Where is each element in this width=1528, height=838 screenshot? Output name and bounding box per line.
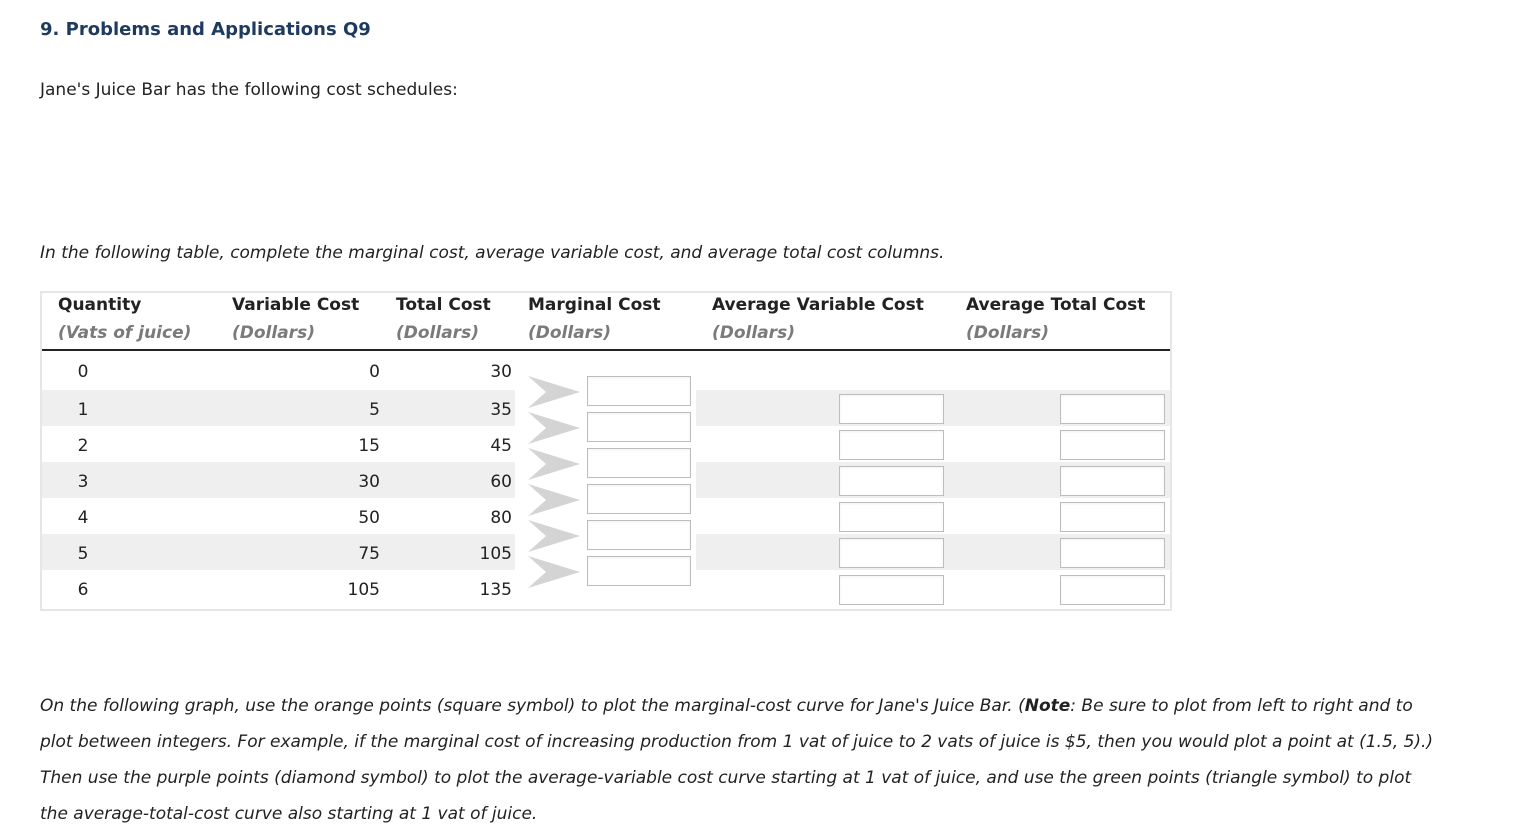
variable-cost-cell: 75 bbox=[358, 544, 380, 564]
total-cost-cell: 135 bbox=[479, 580, 512, 600]
average-variable-cost-input[interactable] bbox=[839, 575, 944, 605]
unit-variable-cost: (Dollars) bbox=[232, 323, 315, 343]
marginal-cost-input[interactable] bbox=[587, 556, 691, 586]
table-instruction: In the following table, complete the marginal cost, average variable cost, and average total cost columns. bbox=[40, 243, 945, 263]
variable-cost-cell: 15 bbox=[358, 436, 380, 456]
marginal-cost-input[interactable] bbox=[587, 448, 691, 478]
header-average-variable-cost: Average Variable Cost bbox=[712, 295, 924, 315]
header-average-total-cost: Average Total Cost bbox=[966, 295, 1146, 315]
total-cost-cell: 45 bbox=[490, 436, 512, 456]
variable-cost-cell: 0 bbox=[369, 362, 380, 382]
variable-cost-cell: 50 bbox=[358, 508, 380, 528]
header-variable-cost: Variable Cost bbox=[232, 295, 360, 315]
question-title: 9. Problems and Applications Q9 bbox=[40, 19, 371, 40]
variable-cost-cell: 30 bbox=[358, 472, 380, 492]
average-variable-cost-input[interactable] bbox=[839, 502, 944, 532]
quantity-cell: 5 bbox=[77, 544, 89, 564]
arrow-right-icon bbox=[526, 554, 582, 590]
graph-instructions-part2: : Be sure to plot from left to right and to plot between integers. For example, if the marginal cost of increasing production from 1 vat of juice to 2 vats of juice is $5, then you would plot a point at (1.5, 5).) Then use the purple points (diamond symbol) to plot the average-variable cost curve starting at 1 vat of juice, and use the green points (triangle symbol) to plot the average-total-cost curve also starting at 1 vat of juice. bbox=[40, 696, 1434, 824]
unit-average-total-cost: (Dollars) bbox=[966, 323, 1049, 343]
average-total-cost-input[interactable] bbox=[1060, 466, 1165, 496]
average-total-cost-input[interactable] bbox=[1060, 430, 1165, 460]
arrow-right-icon bbox=[526, 410, 582, 446]
average-total-cost-input[interactable] bbox=[1060, 502, 1165, 532]
arrow-right-icon bbox=[526, 374, 582, 410]
marginal-cost-input[interactable] bbox=[587, 484, 691, 514]
marginal-cost-input[interactable] bbox=[587, 412, 691, 442]
variable-cost-cell: 5 bbox=[369, 400, 380, 420]
unit-total-cost: (Dollars) bbox=[396, 323, 479, 343]
average-variable-cost-input[interactable] bbox=[839, 394, 944, 424]
quantity-cell: 2 bbox=[77, 436, 89, 456]
quantity-cell: 0 bbox=[77, 362, 89, 382]
total-cost-cell: 30 bbox=[490, 362, 512, 382]
header-marginal-cost: Marginal Cost bbox=[528, 295, 661, 315]
intro-text: Jane's Juice Bar has the following cost schedules: bbox=[40, 80, 458, 100]
variable-cost-cell: 105 bbox=[347, 580, 380, 600]
arrow-right-icon bbox=[526, 446, 582, 482]
unit-average-variable-cost: (Dollars) bbox=[712, 323, 795, 343]
total-cost-cell: 80 bbox=[490, 508, 512, 528]
average-variable-cost-input[interactable] bbox=[839, 538, 944, 568]
quantity-cell: 3 bbox=[77, 472, 89, 492]
note-label: Note bbox=[1024, 696, 1071, 716]
average-total-cost-input[interactable] bbox=[1060, 575, 1165, 605]
graph-instructions bbox=[40, 688, 1440, 832]
quantity-cell: 4 bbox=[77, 508, 89, 528]
marginal-cost-input[interactable] bbox=[587, 520, 691, 550]
average-variable-cost-input[interactable] bbox=[839, 466, 944, 496]
header-total-cost: Total Cost bbox=[396, 295, 491, 315]
total-cost-cell: 35 bbox=[490, 400, 512, 420]
average-variable-cost-input[interactable] bbox=[839, 430, 944, 460]
quantity-cell: 1 bbox=[77, 400, 89, 420]
total-cost-cell: 105 bbox=[479, 544, 512, 564]
arrow-right-icon bbox=[526, 482, 582, 518]
total-cost-cell: 60 bbox=[490, 472, 512, 492]
average-total-cost-input[interactable] bbox=[1060, 538, 1165, 568]
quantity-cell: 6 bbox=[77, 580, 89, 600]
graph-instructions-part1: On the following graph, use the orange points (square symbol) to plot the marginal-cost curve for Jane's Juice Bar. ( bbox=[40, 696, 1025, 716]
unit-quantity: (Vats of juice) bbox=[58, 323, 192, 343]
marginal-cost-input[interactable] bbox=[587, 376, 691, 406]
header-quantity: Quantity bbox=[58, 295, 142, 315]
unit-marginal-cost: (Dollars) bbox=[528, 323, 611, 343]
header-divider bbox=[42, 349, 1170, 351]
arrow-right-icon bbox=[526, 518, 582, 554]
average-total-cost-input[interactable] bbox=[1060, 394, 1165, 424]
